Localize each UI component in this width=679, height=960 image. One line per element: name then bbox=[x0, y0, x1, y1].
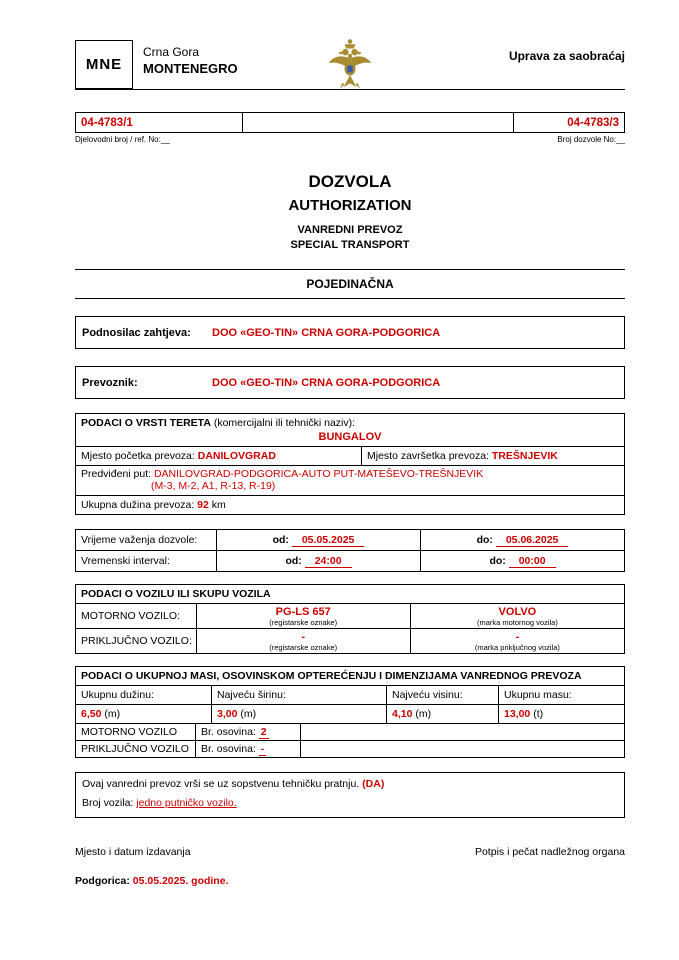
mass-unit: (t) bbox=[533, 708, 544, 720]
trailer-axles-row bbox=[76, 741, 624, 757]
trailer-axles-value: - bbox=[260, 743, 265, 755]
applicant-label: Podnosilac zahtjeva: bbox=[82, 326, 191, 339]
motor-plate-cell bbox=[196, 604, 410, 628]
country-code-box bbox=[75, 40, 133, 89]
issue-place-label: Mjesto i datum izdavanja bbox=[75, 846, 191, 858]
valid-to-cell bbox=[421, 530, 624, 550]
title-authorization: AUTHORIZATION bbox=[288, 197, 412, 214]
country-code: MNE bbox=[85, 56, 123, 73]
length-unit: km bbox=[211, 499, 226, 511]
interval-from-cell bbox=[216, 551, 421, 571]
cargo-title-note: (komercijalni ili tehnički naziv): bbox=[213, 417, 356, 429]
motor-row-label: MOTORNO VOZILO bbox=[76, 724, 196, 740]
reference-label-right: Broj dozvole No:__ bbox=[557, 135, 625, 144]
reference-number-left: 04-4783/1 bbox=[81, 116, 133, 129]
reference-labels bbox=[75, 135, 625, 144]
subtitle-special-transport: SPECIAL TRANSPORT bbox=[290, 239, 410, 251]
country-names bbox=[133, 40, 238, 89]
validity-label: Vrijeme važenja dozvole: bbox=[81, 534, 198, 546]
authority-name: Uprava za saobraćaj bbox=[508, 49, 625, 63]
height-label: Najveću visinu: bbox=[386, 686, 498, 704]
length-value: 92 bbox=[197, 499, 209, 511]
trailer-vehicle-label: PRIKLJUČNO VOZILO: bbox=[81, 635, 192, 647]
width-value-cell bbox=[211, 705, 386, 723]
vehicle-section-title: PODACI O VOZILU ILI SKUPU VOZILA bbox=[76, 585, 624, 604]
dimensions-box bbox=[75, 666, 625, 758]
trailer-brand-cell bbox=[410, 629, 624, 653]
motor-axles-value: 2 bbox=[260, 726, 267, 738]
to-label: do: bbox=[476, 534, 493, 546]
total-length-row bbox=[76, 496, 624, 514]
axles-label: Br. osovina: bbox=[201, 743, 256, 755]
validity-dates-row bbox=[76, 530, 624, 550]
route-roads: (M-3, M-2, A1, R-13, R-19) bbox=[151, 480, 276, 492]
reference-label-left: Djelovodni broj / ref. No:__ bbox=[75, 135, 170, 144]
subtitle-vanredni-prevoz: VANREDNI PREVOZ bbox=[297, 224, 403, 236]
end-value: TREŠNJEVIK bbox=[491, 450, 558, 462]
cargo-section-title bbox=[76, 414, 624, 430]
interval-to-cell bbox=[421, 551, 624, 571]
interval-to-value: 00:00 bbox=[509, 555, 556, 568]
plate-note: (registarske oznake) bbox=[269, 618, 338, 627]
applicant-value: DOO «GEO-TIN» CRNA GORA-PODGORICA bbox=[212, 326, 441, 339]
empty-cell bbox=[301, 724, 624, 740]
from-label: od: bbox=[285, 555, 302, 567]
axles-label: Br. osovina: bbox=[201, 726, 256, 738]
permit-number-cell bbox=[513, 112, 625, 133]
transport-end-cell bbox=[362, 447, 563, 465]
dimension-labels-row bbox=[76, 686, 624, 704]
vehicle-box bbox=[75, 584, 625, 654]
to-label: do: bbox=[489, 555, 506, 567]
reference-row bbox=[75, 112, 625, 133]
from-label: od: bbox=[272, 534, 289, 546]
valid-from-cell bbox=[216, 530, 421, 550]
motor-brand-value: VOLVO bbox=[498, 606, 537, 618]
motor-vehicle-row bbox=[76, 604, 624, 628]
carrier-label: Prevoznik: bbox=[82, 376, 138, 389]
mass-value-cell bbox=[498, 705, 624, 723]
title-dozvola: DOZVOLA bbox=[308, 172, 392, 191]
motor-axles-cell bbox=[196, 724, 301, 740]
length-label: Ukupnu dužinu: bbox=[81, 689, 154, 701]
reference-middle-cell bbox=[243, 112, 513, 133]
motor-vehicle-label: MOTORNO VOZILO: bbox=[81, 610, 180, 622]
trailer-axles-cell bbox=[196, 741, 301, 757]
issue-place-date-line bbox=[75, 875, 625, 887]
permit-category: POJEDINAČNA bbox=[306, 277, 394, 291]
mass-value: 13,00 bbox=[504, 708, 531, 720]
trailer-row-label: PRIKLJUČNO VOZILO bbox=[76, 741, 196, 757]
height-unit: (m) bbox=[415, 708, 432, 720]
route-label: Predviđeni put: bbox=[81, 468, 152, 480]
carrier-box bbox=[75, 366, 625, 399]
escort-vehicles-value: jedno putničko vozilo. bbox=[136, 797, 237, 809]
time-interval-row bbox=[76, 550, 624, 571]
permit-number: 04-4783/3 bbox=[567, 116, 619, 129]
carrier-value: DOO «GEO-TIN» CRNA GORA-PODGORICA bbox=[212, 376, 441, 389]
valid-from-value: 05.05.2025 bbox=[292, 534, 365, 547]
length-unit: (m) bbox=[104, 708, 121, 720]
interval-from-value: 24:00 bbox=[305, 555, 352, 568]
escort-vehicles-label: Broj vozila: bbox=[82, 797, 134, 809]
length-value: 6,50 bbox=[81, 708, 102, 720]
route-value: DANILOVGRAD-PODGORICA-AUTO PUT-MATEŠEVO-TREŠNJEVIK bbox=[153, 468, 484, 480]
escort-answer: (DA) bbox=[362, 778, 385, 790]
applicant-box bbox=[75, 316, 625, 349]
valid-to-value: 05.06.2025 bbox=[496, 534, 569, 547]
dimensions-section-title: PODACI O UKUPNOJ MASI, OSOVINSKOM OPTEREĆENJU I DIMENZIJAMA VANREDNOG PREVOZA bbox=[76, 667, 624, 686]
width-value: 3,00 bbox=[217, 708, 238, 720]
motor-brand-cell bbox=[410, 604, 624, 628]
cargo-name: BUNGALOV bbox=[318, 431, 382, 443]
authorization-document bbox=[75, 40, 625, 887]
end-label: Mjesto završetka prevoza: bbox=[367, 450, 489, 462]
coat-of-arms-icon bbox=[327, 38, 373, 95]
cargo-title-text: PODACI O VRSTI TERETA bbox=[81, 417, 211, 429]
motor-brand-note: (marka motornog vozila) bbox=[476, 618, 558, 627]
width-label: Najveću širinu: bbox=[211, 686, 386, 704]
divider-line bbox=[75, 298, 625, 299]
escort-line1 bbox=[82, 778, 618, 790]
plate-note: (registarske oznake) bbox=[269, 643, 338, 652]
width-unit: (m) bbox=[240, 708, 257, 720]
trailer-brand-note: (marka priključnog vozila) bbox=[474, 643, 560, 652]
dimension-values-row bbox=[76, 704, 624, 724]
document-titles bbox=[75, 172, 625, 251]
height-value-cell bbox=[386, 705, 498, 723]
country-name-local: Crna Gora bbox=[143, 45, 200, 59]
interval-label: Vremenski interval: bbox=[81, 555, 170, 567]
route-line1 bbox=[81, 468, 619, 480]
start-value: DANILOVGRAD bbox=[197, 450, 276, 462]
length-value-cell bbox=[76, 705, 211, 723]
start-label: Mjesto početka prevoza: bbox=[81, 450, 195, 462]
empty-cell bbox=[301, 741, 624, 757]
trailer-plate-value: - bbox=[301, 631, 306, 643]
route-row bbox=[76, 466, 624, 496]
escort-box bbox=[75, 772, 625, 818]
transport-start-cell bbox=[76, 447, 362, 465]
motor-plate-value: PG-LS 657 bbox=[275, 606, 331, 618]
validity-box bbox=[75, 529, 625, 572]
reference-number-left-cell bbox=[75, 112, 243, 133]
cargo-box bbox=[75, 413, 625, 515]
escort-text: Ovaj vanredni prevoz vrši se uz sopstvenu tehničku pratnju. bbox=[82, 778, 360, 790]
length-label: Ukupna dužina prevoza: bbox=[81, 499, 195, 511]
trailer-plate-cell bbox=[196, 629, 410, 653]
footer-labels-row bbox=[75, 846, 625, 858]
signature-label: Potpis i pečat nadležnog organa bbox=[474, 846, 625, 858]
trailer-brand-value: - bbox=[515, 631, 520, 643]
mass-label: Ukupnu masu: bbox=[498, 686, 624, 704]
issue-place: Podgorica: bbox=[75, 875, 130, 887]
height-value: 4,10 bbox=[392, 708, 413, 720]
trailer-vehicle-row bbox=[76, 628, 624, 653]
escort-line2 bbox=[82, 797, 618, 809]
country-name-en: MONTENEGRO bbox=[143, 61, 238, 76]
cargo-places-row bbox=[76, 446, 624, 466]
issue-date: 05.05.2025. godine. bbox=[132, 875, 229, 887]
document-header bbox=[75, 40, 625, 90]
motor-axles-row bbox=[76, 724, 624, 741]
